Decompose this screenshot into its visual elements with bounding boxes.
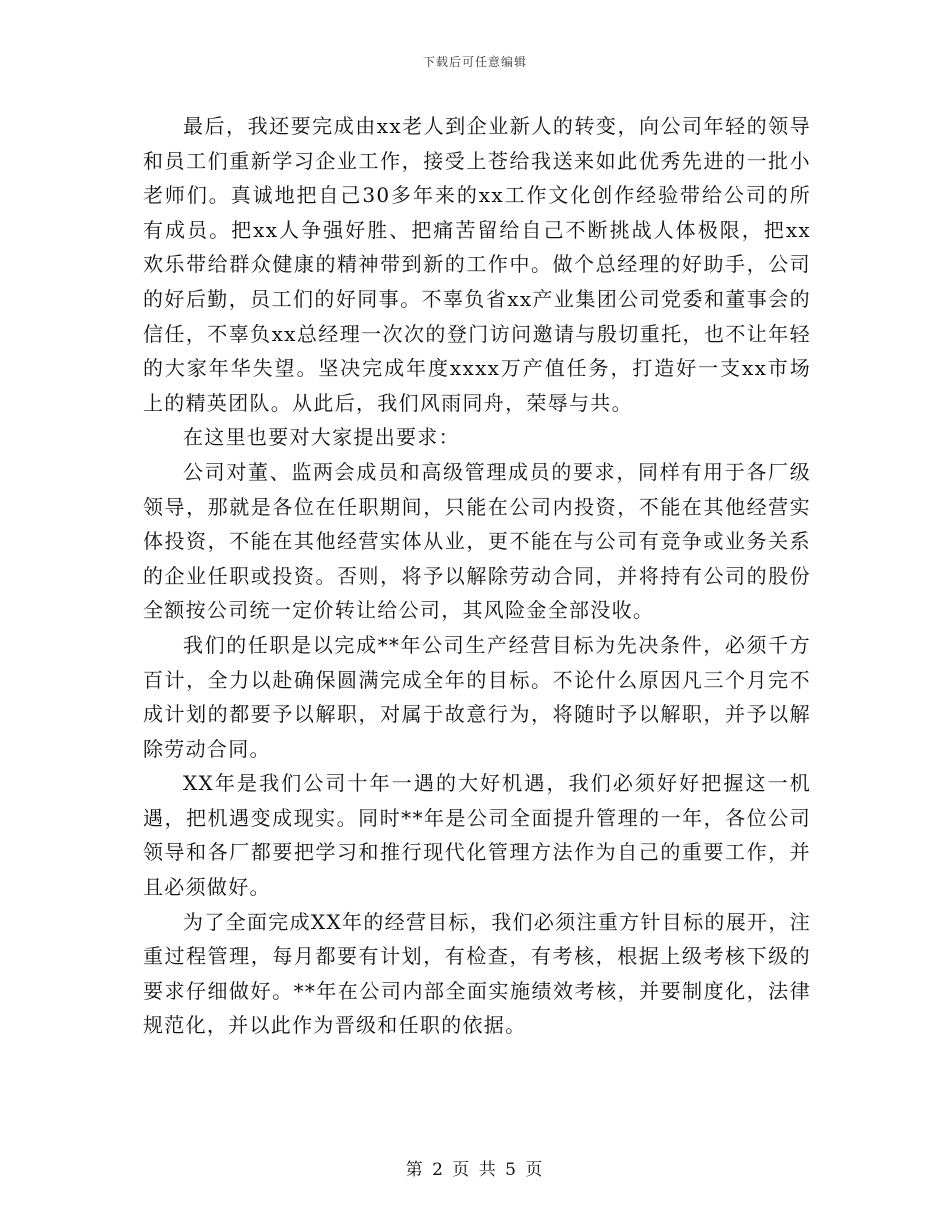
paragraph-1: 最后，我还要完成由xx老人到企业新人的转变，向公司年轻的领导和员工们重新学习企业工作，接受上苍给我送来如此优秀先进的一批小老师们。真诚地把自己30多年来的xx工作文化创作经验带给公司的所有成员。把xx人争强好胜、把痛苦留给自己不断挑战人体极限，把xx欢乐带给群众健康的精神带到新的工作中。做个总经理的好助手，公司的好后勤，员工们的好同事。不辜负省xx产业集团公司党委和董事会的信任，不辜负xx总经理一次次的登门访问邀请与殷切重托，也不让年轻的大家年华失望。坚决完成年度xxxx万产值任务，打造好一支xx市场上的精英团队。从此后，我们风雨同舟，荣辱与共。 (143, 114, 811, 415)
page-header-note: 下载后可任意编辑 (422, 55, 527, 69)
paragraph-5: XX年是我们公司十年一遇的大好机遇，我们必须好好把握这一机遇，把机遇变成现实。同时**年是公司全面提升管理的一年，各位公司领导和各厂都要把学习和推行现代化管理方法作为自己的重要工作，并且必须做好。 (143, 771, 811, 900)
paragraph-6: 为了全面完成XX年的经营目标，我们必须注重方针目标的展开，注重过程管理，每月都要有计划，有检查，有考核，根据上级考核下级的要求仔细做好。**年在公司内部全面实施绩效考核，并要制度化，法律规范化，并以此作为晋级和任职的依据。 (143, 909, 811, 1038)
document-body (143, 109, 811, 1043)
paragraph-4: 我们的任职是以完成**年公司生产经营目标为先决条件，必须千方百计，全力以赴确保圆满完成全年的目标。不论什么原因凡三个月完不成计划的都要予以解职，对属于故意行为，将随时予以解职，并予以解除劳动合同。 (143, 632, 811, 761)
paragraph-3: 公司对董、监两会成员和高级管理成员的要求，同样有用于各厂级领导，那就是各位在任职期间，只能在公司内投资，不能在其他经营实体投资，不能在其他经营实体从业，更不能在与公司有竞争或业务关系的企业任职或投资。否则，将予以解除劳动合同，并将持有公司的股份全额按公司统一定价转让给公司，其风险金全部没收。 (143, 459, 811, 623)
page-number-footer: 第 2 页 共 5 页 (405, 1160, 545, 1180)
paragraph-2: 在这里也要对大家提出要求： (183, 425, 460, 450)
